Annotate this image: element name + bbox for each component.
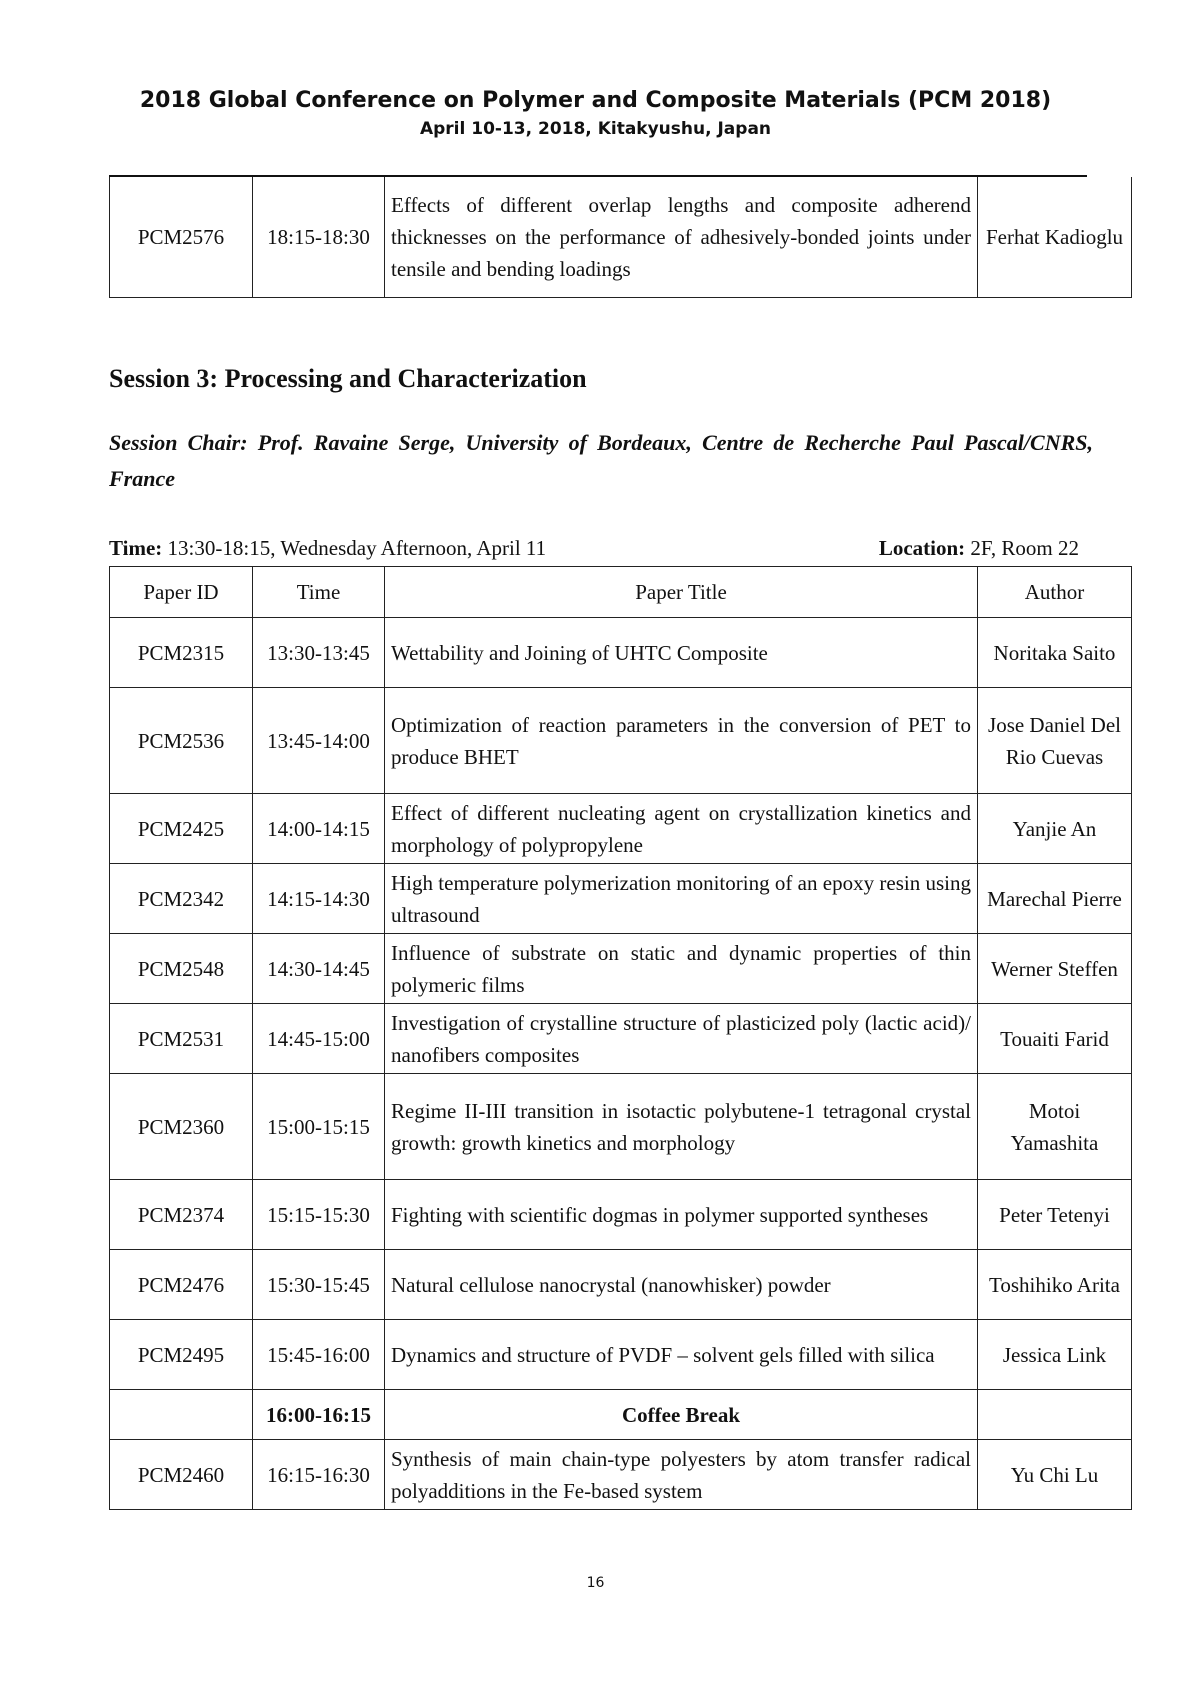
table-row bbox=[110, 1074, 1132, 1180]
time-cell: 13:45-14:00 bbox=[253, 688, 385, 794]
table-row bbox=[110, 688, 1132, 794]
header-author: Author bbox=[978, 567, 1132, 618]
time-value: 13:30-18:15, Wednesday Afternoon, April 11 bbox=[162, 536, 547, 560]
page-header bbox=[0, 86, 1191, 142]
time-cell: 15:00-15:15 bbox=[253, 1074, 385, 1180]
page-number: 16 bbox=[586, 1575, 605, 1591]
time-cell: 18:15-18:30 bbox=[253, 177, 385, 297]
author-cell: Toshihiko Arita bbox=[978, 1250, 1132, 1320]
paper-title-cell: Effects of different overlap lengths and composite adherend thicknesses on the performance of adhesively-bonded joints under tensile and bending loadings bbox=[385, 177, 978, 297]
continued-schedule-table bbox=[109, 177, 1132, 298]
paper-title-cell: Fighting with scientific dogmas in polymer supported syntheses bbox=[385, 1180, 978, 1250]
author-cell: Jessica Link bbox=[978, 1320, 1132, 1390]
paper-id-cell: PCM2576 bbox=[110, 177, 253, 297]
location-label: Location: bbox=[878, 536, 966, 560]
author-cell: Noritaka Saito bbox=[978, 618, 1132, 688]
table-row bbox=[110, 794, 1132, 864]
table-row bbox=[110, 618, 1132, 688]
conference-title: 2018 Global Conference on Polymer and Composite Materials (PCM 2018) bbox=[139, 88, 1052, 113]
author-cell bbox=[978, 1390, 1132, 1440]
author-cell: Yanjie An bbox=[978, 794, 1132, 864]
paper-id-cell: PCM2531 bbox=[110, 1004, 253, 1074]
paper-title-cell: Synthesis of main chain-type polyesters by atom transfer radical polyadditions in the Fe-based system bbox=[385, 1440, 978, 1510]
author-cell: Peter Tetenyi bbox=[978, 1180, 1132, 1250]
paper-id-cell: PCM2360 bbox=[110, 1074, 253, 1180]
table-header-row bbox=[110, 567, 1132, 618]
time-cell: 13:30-13:45 bbox=[253, 618, 385, 688]
author-cell: Motoi Yamashita bbox=[978, 1074, 1132, 1180]
table-row bbox=[110, 1004, 1132, 1074]
time-cell: 15:45-16:00 bbox=[253, 1320, 385, 1390]
table-row bbox=[110, 177, 1132, 297]
time-cell: 14:30-14:45 bbox=[253, 934, 385, 1004]
time-cell: 14:15-14:30 bbox=[253, 864, 385, 934]
paper-id-cell: PCM2315 bbox=[110, 618, 253, 688]
location-value: 2F, Room 22 bbox=[965, 536, 1079, 560]
author-cell: Werner Steffen bbox=[978, 934, 1132, 1004]
author-cell: Touaiti Farid bbox=[978, 1004, 1132, 1074]
paper-title-cell: Influence of substrate on static and dynamic properties of thin polymeric films bbox=[385, 934, 978, 1004]
session-location bbox=[879, 536, 1079, 561]
table-row bbox=[110, 1320, 1132, 1390]
time-cell: 16:15-16:30 bbox=[253, 1440, 385, 1510]
paper-title-cell: Dynamics and structure of PVDF – solvent gels filled with silica bbox=[385, 1320, 978, 1390]
paper-id-cell: PCM2536 bbox=[110, 688, 253, 794]
paper-id-cell: PCM2374 bbox=[110, 1180, 253, 1250]
header-paper-title: Paper Title bbox=[385, 567, 978, 618]
paper-id-cell: PCM2425 bbox=[110, 794, 253, 864]
session-time-location bbox=[109, 536, 1079, 561]
paper-title-cell: Optimization of reaction parameters in the conversion of PET to produce BHET bbox=[385, 688, 978, 794]
paper-id-cell: PCM2548 bbox=[110, 934, 253, 1004]
paper-title-cell: Natural cellulose nanocrystal (nanowhisker) powder bbox=[385, 1250, 978, 1320]
paper-title-cell: Coffee Break bbox=[385, 1390, 978, 1440]
time-cell: 14:45-15:00 bbox=[253, 1004, 385, 1074]
time-cell: 15:15-15:30 bbox=[253, 1180, 385, 1250]
table-row bbox=[110, 1440, 1132, 1510]
paper-id-cell: PCM2476 bbox=[110, 1250, 253, 1320]
paper-title-cell: Wettability and Joining of UHTC Composite bbox=[385, 618, 978, 688]
paper-title-cell: Regime II-III transition in isotactic polybutene-1 tetragonal crystal growth: growth kinetics and morphology bbox=[385, 1074, 978, 1180]
break-row bbox=[110, 1390, 1132, 1440]
table-row bbox=[110, 1250, 1132, 1320]
paper-title-cell: High temperature polymerization monitoring of an epoxy resin using ultrasound bbox=[385, 864, 978, 934]
session-schedule-table bbox=[109, 566, 1132, 1510]
paper-title-cell: Effect of different nucleating agent on crystallization kinetics and morphology of polypropylene bbox=[385, 794, 978, 864]
conference-dates: April 10-13, 2018, Kitakyushu, Japan bbox=[419, 119, 772, 139]
header-paper-id: Paper ID bbox=[110, 567, 253, 618]
time-cell: 16:00-16:15 bbox=[253, 1390, 385, 1440]
session-chair: Session Chair: Prof. Ravaine Serge, University of Bordeaux, Centre de Recherche Paul Pascal/CNRS, France bbox=[109, 430, 1093, 491]
table-row bbox=[110, 1180, 1132, 1250]
session-heading: Session 3: Processing and Characterization bbox=[109, 364, 587, 393]
paper-id-cell: PCM2342 bbox=[110, 864, 253, 934]
table-row bbox=[110, 934, 1132, 1004]
time-cell: 14:00-14:15 bbox=[253, 794, 385, 864]
session-time bbox=[109, 536, 546, 561]
paper-id-cell: PCM2460 bbox=[110, 1440, 253, 1510]
paper-id-cell bbox=[110, 1390, 253, 1440]
time-label: Time: bbox=[109, 536, 163, 560]
paper-id-cell: PCM2495 bbox=[110, 1320, 253, 1390]
author-cell: Marechal Pierre bbox=[978, 864, 1132, 934]
table-row bbox=[110, 864, 1132, 934]
author-cell: Yu Chi Lu bbox=[978, 1440, 1132, 1510]
paper-title-cell: Investigation of crystalline structure of plasticized poly (lactic acid)/ nanofibers composites bbox=[385, 1004, 978, 1074]
header-time: Time bbox=[253, 567, 385, 618]
author-cell: Jose Daniel Del Rio Cuevas bbox=[978, 688, 1132, 794]
time-cell: 15:30-15:45 bbox=[253, 1250, 385, 1320]
author-cell: Ferhat Kadioglu bbox=[978, 177, 1132, 297]
